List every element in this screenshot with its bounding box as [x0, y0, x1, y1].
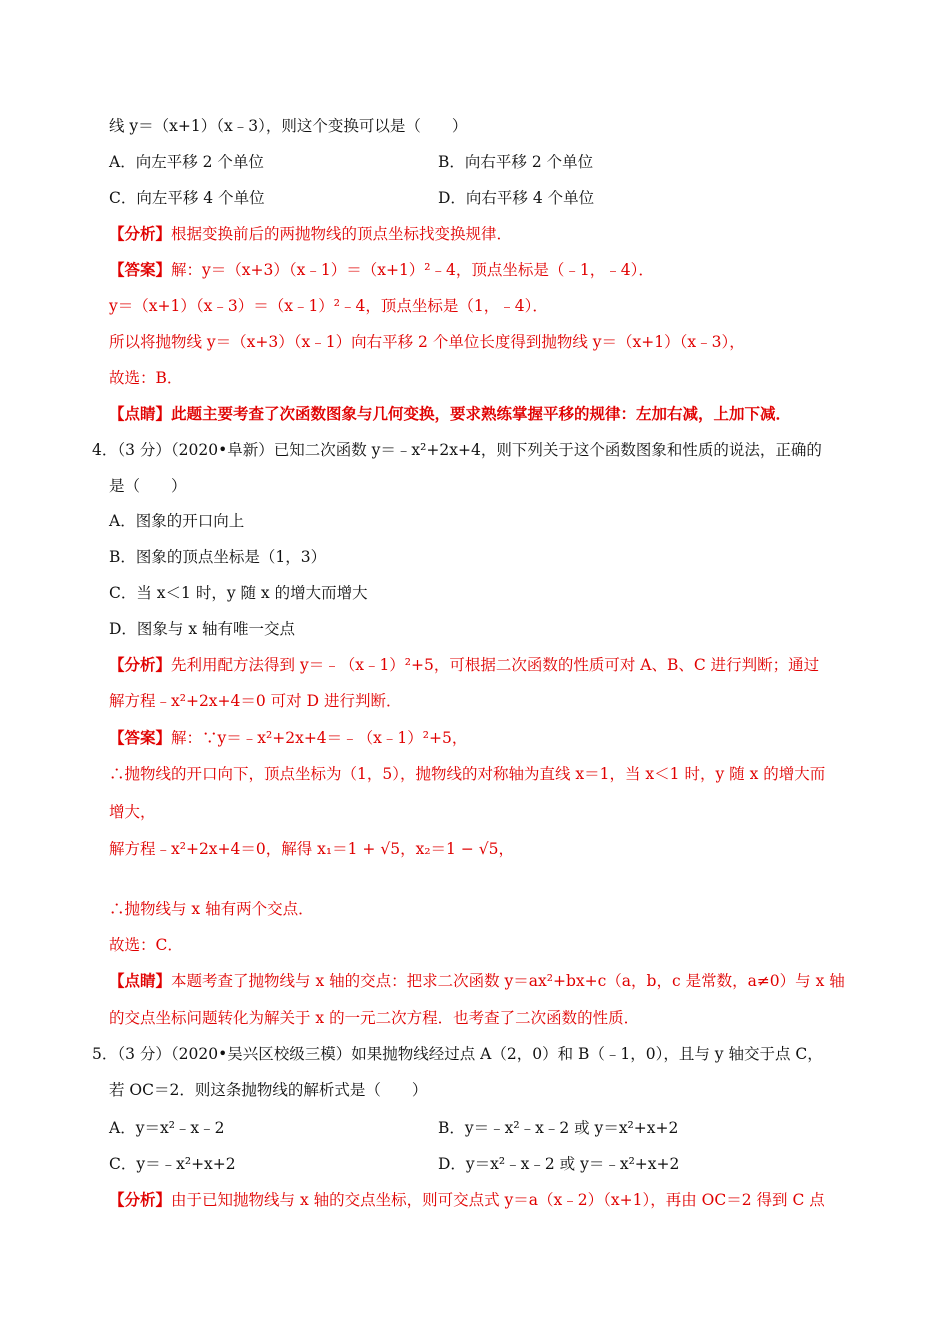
q3-option-b: B．向右平移 2 个单位: [438, 153, 594, 171]
q3-option-d: D．向右平移 4 个单位: [438, 189, 595, 207]
answer-text: 解：∵y＝﹣x²+2x+4＝﹣（x﹣1）²+5，: [171, 729, 468, 747]
comment-text: 此题主要考查了次函数图象与几何变换，要求熟练掌握平移的规律：左加右减，上加下减．: [171, 404, 792, 423]
q4-comment-line-1: [109, 971, 845, 991]
q3-option-a: A．向左平移 2 个单位: [109, 153, 264, 171]
q3-comment: [109, 404, 791, 424]
q4-comment-line-2: 的交点坐标问题转化为解关于 x 的一元二次方程．也考查了二次函数的性质．: [109, 1009, 640, 1027]
analysis-tag: 【分析】: [109, 224, 172, 243]
q4-answer-line-4: 解方程﹣x²+2x+4＝0，解得 x₁＝1 + √5，x₂＝1 − √5，: [109, 840, 514, 858]
comment-tag: 【点睛】: [109, 404, 172, 423]
q3-answer-line-4: 故选：B．: [109, 369, 183, 387]
comment-tag: 【点睛】: [109, 971, 172, 990]
q4-option-a: A．图象的开口向上: [109, 512, 245, 530]
q5-analysis: [109, 1190, 825, 1210]
q4-answer-line-3: 增大，: [109, 803, 156, 821]
q4-option-c: C．当 x＜1 时，y 随 x 的增大而增大: [109, 584, 368, 602]
q3-stem-tail: 线 y＝（x+1）（x﹣3），则这个变换可以是（ ）: [109, 117, 468, 135]
q3-analysis: [109, 224, 512, 244]
q5-stem-line-2: 若 OC＝2．则这条抛物线的解析式是（ ）: [109, 1081, 428, 1099]
q4-answer-line-6: 故选：C．: [109, 936, 183, 954]
answer-text: 解：y＝（x+3）（x﹣1）＝（x+1）²﹣4，顶点坐标是（﹣1，﹣4）．: [171, 261, 654, 279]
answer-tag: 【答案】: [109, 260, 172, 279]
q4-stem-line-2: 是（ ）: [109, 477, 187, 495]
q3-answer-line-1: [109, 260, 654, 280]
q5-option-d: D．y＝x²﹣x﹣2 或 y＝﹣x²+x+2: [438, 1155, 680, 1173]
q3-answer-line-2: y＝（x+1）（x﹣3）＝（x﹣1）²﹣4，顶点坐标是（1，﹣4）．: [109, 297, 548, 315]
q5-stem-line-1: 5．（3 分）（2020•吴兴区校级三模）如果抛物线经过点 A（2，0）和 B（﹣1，0），且与 y 轴交于点 C，: [92, 1045, 823, 1063]
q4-option-d: D．图象与 x 轴有唯一交点: [109, 620, 296, 638]
analysis-tag: 【分析】: [109, 1190, 172, 1209]
q4-analysis-line-2: 解方程﹣x²+2x+4＝0 可对 D 进行判断．: [109, 692, 402, 710]
q4-option-b: B．图象的顶点坐标是（1，3）: [109, 548, 327, 566]
q4-answer-line-2: ∴抛物线的开口向下，顶点坐标为（1，5），抛物线的对称轴为直线 x＝1，当 x＜1 时，y 随 x 的增大而: [109, 765, 826, 783]
analysis-text: 先利用配方法得到 y＝﹣（x﹣1）²+5，可根据二次函数的性质可对 A、B、C 进行判断；通过: [171, 656, 820, 674]
q5-option-c: C．y＝﹣x²+x+2: [109, 1155, 236, 1173]
q4-stem-line-1: 4．（3 分）（2020•阜新）已知二次函数 y＝﹣x²+2x+4，则下列关于这个函数图象和性质的说法，正确的: [92, 441, 822, 459]
analysis-text: 根据变换前后的两抛物线的顶点坐标找变换规律．: [171, 225, 513, 243]
analysis-text: 由于已知抛物线与 x 轴的交点坐标，则可交点式 y＝a（x﹣2）（x+1），再由 OC＝2 得到 C 点: [171, 1191, 825, 1209]
q4-answer-line-5: ∴抛物线与 x 轴有两个交点．: [109, 900, 314, 918]
q5-option-a: A．y＝x²﹣x﹣2: [109, 1119, 225, 1137]
q4-answer-line-1: [109, 728, 467, 748]
answer-tag: 【答案】: [109, 728, 172, 747]
q4-analysis-line-1: [109, 655, 819, 675]
q5-option-b: B．y＝﹣x²﹣x﹣2 或 y＝x²+x+2: [438, 1119, 679, 1137]
q3-option-c: C．向左平移 4 个单位: [109, 189, 265, 207]
analysis-tag: 【分析】: [109, 655, 172, 674]
q3-answer-line-3: 所以将抛物线 y＝（x+3）（x﹣1）向右平移 2 个单位长度得到抛物线 y＝（x+1）（x﹣3），: [109, 333, 745, 351]
comment-text: 本题考查了抛物线与 x 轴的交点：把求二次函数 y＝ax²+bx+c（a，b，c 是常数，a≠0）与 x 轴: [171, 972, 845, 990]
